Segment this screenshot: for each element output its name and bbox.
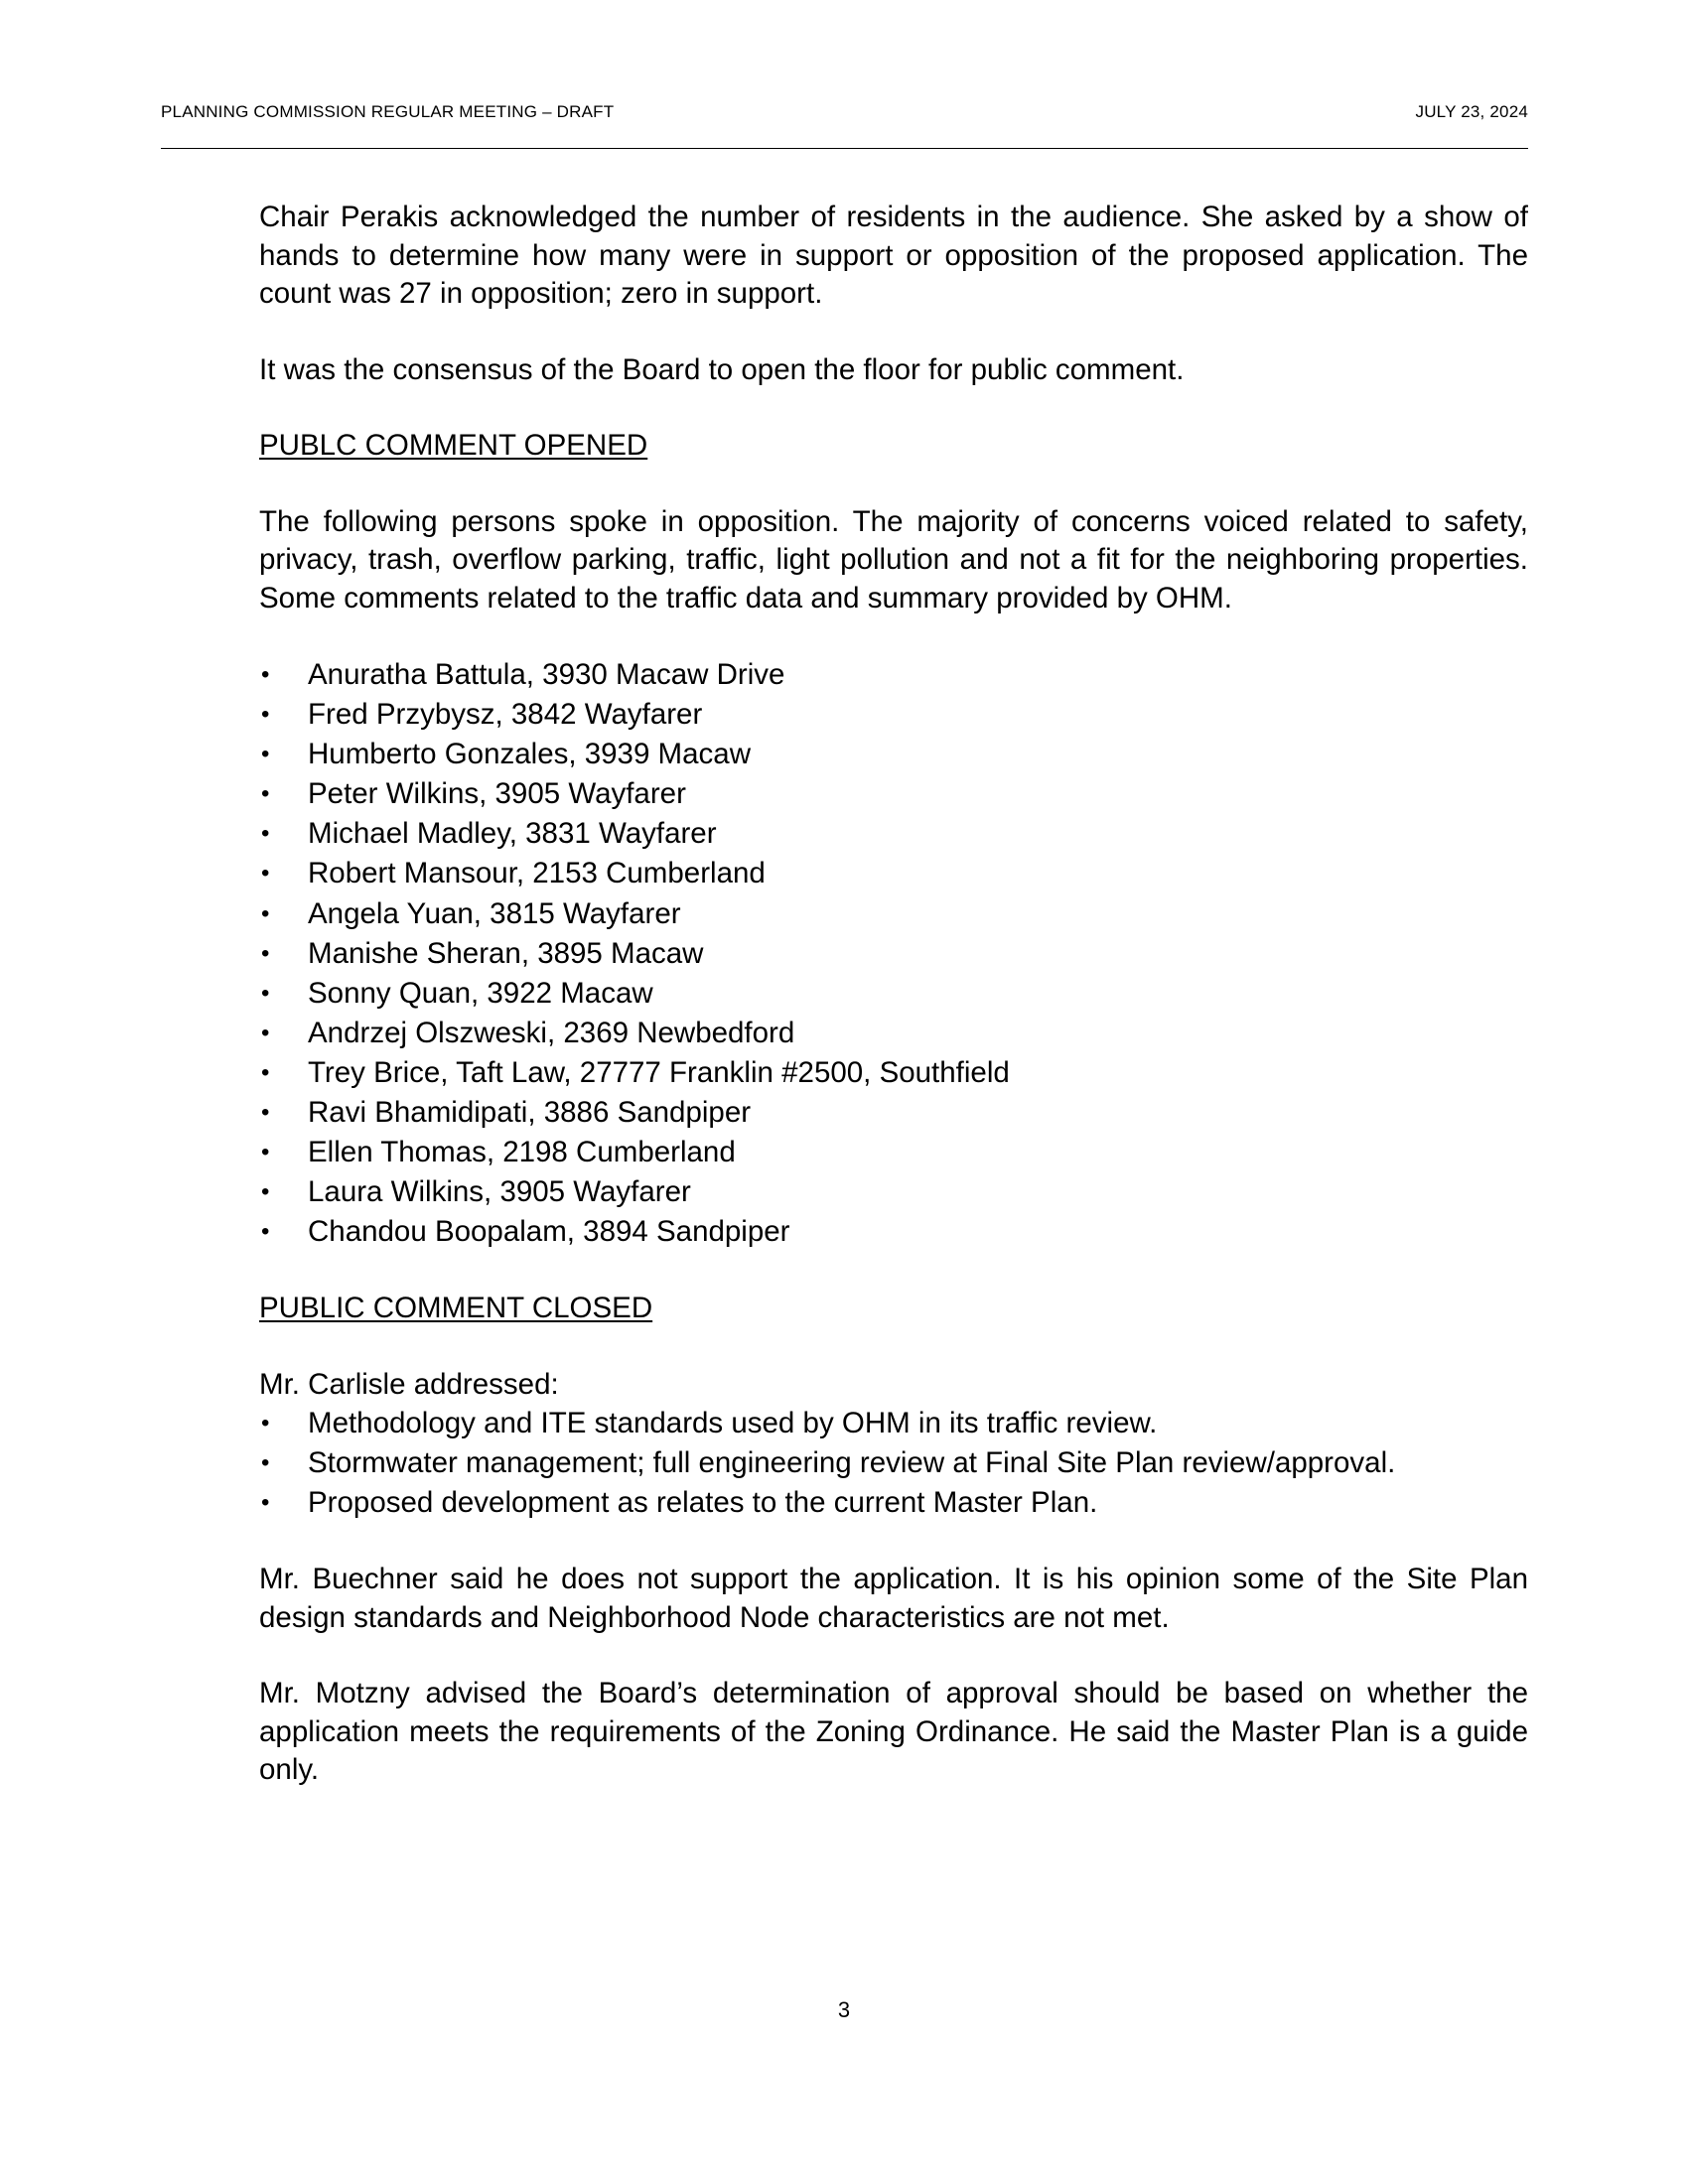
header-divider — [161, 148, 1528, 149]
speaker-entry: Andrzej Olszweski, 2369 Newbedford — [308, 1016, 795, 1049]
speaker-entry: Peter Wilkins, 3905 Wayfarer — [308, 777, 686, 811]
header-date: JULY 23, 2024 — [1415, 102, 1528, 121]
speaker-entry: Fred Przybysz, 3842 Wayfarer — [308, 698, 703, 732]
speaker-entry: Laura Wilkins, 3905 Wayfarer — [308, 1175, 691, 1209]
speaker-entry: Ravi Bhamidipati, 3886 Sandpiper — [308, 1096, 752, 1130]
document-body — [259, 199, 1528, 1790]
speaker-list — [259, 655, 1528, 1252]
page-number: 3 — [837, 1997, 851, 2022]
list-item — [259, 1093, 1528, 1133]
paragraph-show-of-hands: Chair Perakis acknowledged the number of residents in the audience. She asked by a show of hands to determine how many were in support or opposition of the proposed application. The count was 27 in opposition; zero in support. — [259, 201, 1528, 310]
speaker-entry: Robert Mansour, 2153 Cumberland — [308, 857, 766, 890]
list-item — [259, 1014, 1528, 1053]
speaker-entry: Angela Yuan, 3815 Wayfarer — [308, 896, 681, 930]
list-item — [259, 974, 1528, 1014]
paragraph-buechner: Mr. Buechner said he does not support the application. It is his opinion some of the Site Plan design standards and Neighborhood Node characteristics are not met. — [259, 1563, 1528, 1634]
bullet-icon: • — [261, 899, 270, 927]
bullet-icon: • — [261, 741, 270, 768]
bullet-icon: • — [261, 979, 270, 1007]
speaker-entry: Anuratha Battula, 3930 Macaw Drive — [308, 658, 785, 691]
list-item — [259, 1133, 1528, 1172]
bullet-icon: • — [261, 1410, 270, 1437]
heading-public-comment-closed: PUBLIC COMMENT CLOSED — [259, 1292, 653, 1325]
list-item — [259, 1483, 1528, 1523]
header-title: PLANNING COMMISSION REGULAR MEETING – DRAFT — [161, 102, 615, 121]
list-item — [259, 1443, 1528, 1483]
bullet-icon: • — [261, 1218, 270, 1246]
bullet-icon: • — [261, 1449, 270, 1477]
paragraph-motzny: Mr. Motzny advised the Board’s determination of approval should be based on whether the application meets the requirements of the Zoning Ordinance. He said the Master Plan is a guide only. — [259, 1677, 1528, 1787]
heading-public-comment-opened: PUBLC COMMENT OPENED — [259, 429, 648, 462]
list-item — [259, 854, 1528, 893]
speaker-entry: Manishe Sheran, 3895 Macaw — [308, 936, 704, 970]
speaker-entry: Chandou Boopalam, 3894 Sandpiper — [308, 1215, 790, 1249]
paragraph-open-floor: It was the consensus of the Board to open the floor for public comment. — [259, 352, 1185, 386]
list-item — [259, 1053, 1528, 1093]
bullet-icon: • — [261, 1019, 270, 1046]
paragraph-opposition-summary: The following persons spoke in opposition. The majority of concerns voiced related to safety, privacy, trash, overflow parking, traffic, light pollution and not a fit for the neighboring properties. Some comments related to the traffic data and summary provided by OHM. — [259, 504, 1528, 614]
bullet-icon: • — [261, 1489, 270, 1517]
bullet-icon: • — [261, 1139, 270, 1166]
bullet-icon: • — [261, 939, 270, 967]
bullet-icon: • — [261, 1099, 270, 1127]
bullet-icon: • — [261, 1058, 270, 1086]
point-text: Stormwater management; full engineering review at Final Site Plan review/approval. — [308, 1446, 1396, 1480]
speaker-entry: Sonny Quan, 3922 Macaw — [308, 976, 653, 1010]
bullet-icon: • — [261, 701, 270, 729]
point-text: Proposed development as relates to the current Master Plan. — [308, 1486, 1098, 1520]
bullet-icon: • — [261, 1178, 270, 1206]
speaker-entry: Trey Brice, Taft Law, 27777 Franklin #2500, Southfield — [308, 1055, 1010, 1089]
list-item — [259, 1404, 1528, 1443]
speaker-entry: Humberto Gonzales, 3939 Macaw — [308, 738, 752, 771]
bullet-icon: • — [261, 820, 270, 848]
list-item — [259, 695, 1528, 735]
list-item — [259, 894, 1528, 934]
list-item — [259, 1172, 1528, 1212]
list-item — [259, 655, 1528, 695]
list-item — [259, 1212, 1528, 1252]
point-text: Methodology and ITE standards used by OHM in its traffic review. — [308, 1407, 1158, 1440]
bullet-icon: • — [261, 661, 270, 688]
list-item — [259, 814, 1528, 854]
list-item — [259, 735, 1528, 774]
bullet-icon: • — [261, 780, 270, 808]
paragraph-carlisle-intro: Mr. Carlisle addressed: — [259, 1367, 559, 1401]
bullet-icon: • — [261, 860, 270, 887]
carlisle-points-list — [259, 1404, 1528, 1523]
list-item — [259, 774, 1528, 814]
speaker-entry: Ellen Thomas, 2198 Cumberland — [308, 1136, 736, 1169]
speaker-entry: Michael Madley, 3831 Wayfarer — [308, 817, 717, 851]
list-item — [259, 934, 1528, 974]
